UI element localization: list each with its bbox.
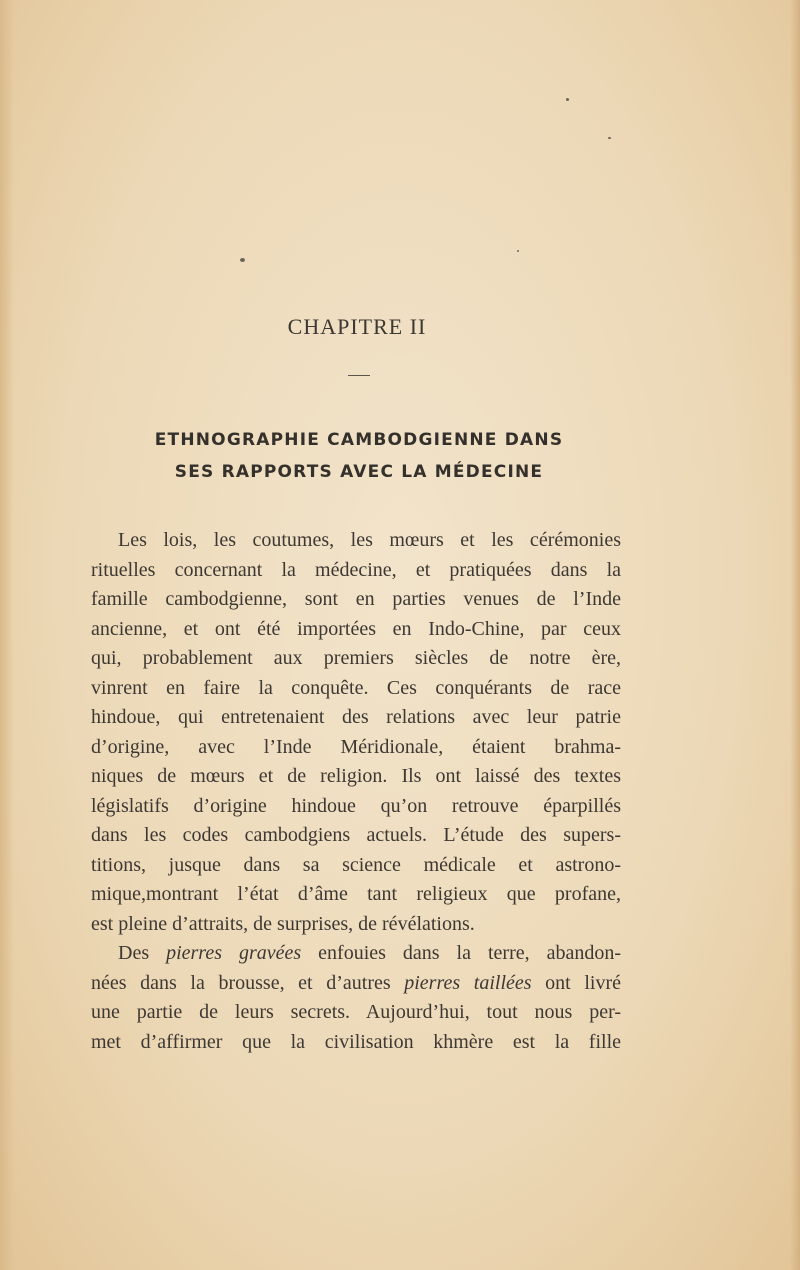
text-line: qui, probablement aux premiers siècles de notre ère,	[91, 647, 621, 669]
chapter-heading: CHAPITRE II	[287, 314, 427, 339]
italic-term: pierres gravées	[166, 942, 302, 964]
text-line: est pleine d’attraits, de surprises, de révélations.	[91, 912, 475, 935]
text-line: ancienne, et ont été importées en Indo-Chine, par ceux	[91, 617, 621, 640]
text-line: d’origine, avec l’Inde Méridionale, étaient brahma-	[91, 735, 621, 758]
body-text	[91, 526, 621, 1057]
text-line: titions, jusque dans sa science médicale et astrono-	[91, 853, 621, 876]
paper-speck	[566, 98, 569, 101]
paper-speck	[517, 250, 519, 252]
text-line: vinrent en faire la conquête. Ces conquérants de race	[91, 676, 621, 699]
text-line	[91, 969, 621, 999]
text-line: rituelles concernant la médecine, et pratiquées dans la	[91, 558, 621, 581]
text-segment: ont livré	[531, 971, 621, 994]
italic-term: pierres taillées	[404, 971, 532, 994]
text-line: mique,montrant l’état d’âme tant religieux que profane,	[91, 883, 621, 905]
text-line: hindoue, qui entretenaient des relations avec leur patrie	[91, 706, 621, 728]
text-segment: nées dans la brousse, et d’autres	[91, 971, 405, 994]
text-line: famille cambodgienne, sont en parties venues de l’Inde	[91, 588, 621, 610]
text-line	[91, 939, 621, 969]
text-line: met d’affirmer que la civilisation khmère est la fille	[91, 1030, 621, 1053]
text-line: niques de mœurs et de religion. Ils ont laissé des textes	[91, 765, 621, 787]
chapter-title-line-2: SES RAPPORTS AVEC LA MÉDECINE	[174, 462, 544, 482]
page-edge-left	[0, 0, 14, 1270]
text-line: une partie de leurs secrets. Aujourd’hui, tout nous per-	[91, 1001, 621, 1023]
chapter-title-line-1: ETHNOGRAPHIE CAMBODGIENNE DANS	[154, 430, 564, 450]
heading-rule	[348, 375, 370, 376]
paper-speck	[240, 258, 245, 262]
text-segment: enfouies dans la terre, abandon-	[301, 942, 621, 964]
page-edge-right	[790, 0, 800, 1270]
text-line: dans les codes cambodgiens actuels. L’étude des supers-	[91, 824, 621, 846]
text-segment: Des	[118, 942, 167, 964]
text-line: Les lois, les coutumes, les mœurs et les cérémonies	[118, 529, 621, 551]
paper-speck	[608, 137, 611, 139]
text-line: législatifs d’origine hindoue qu’on retrouve éparpillés	[91, 794, 621, 817]
